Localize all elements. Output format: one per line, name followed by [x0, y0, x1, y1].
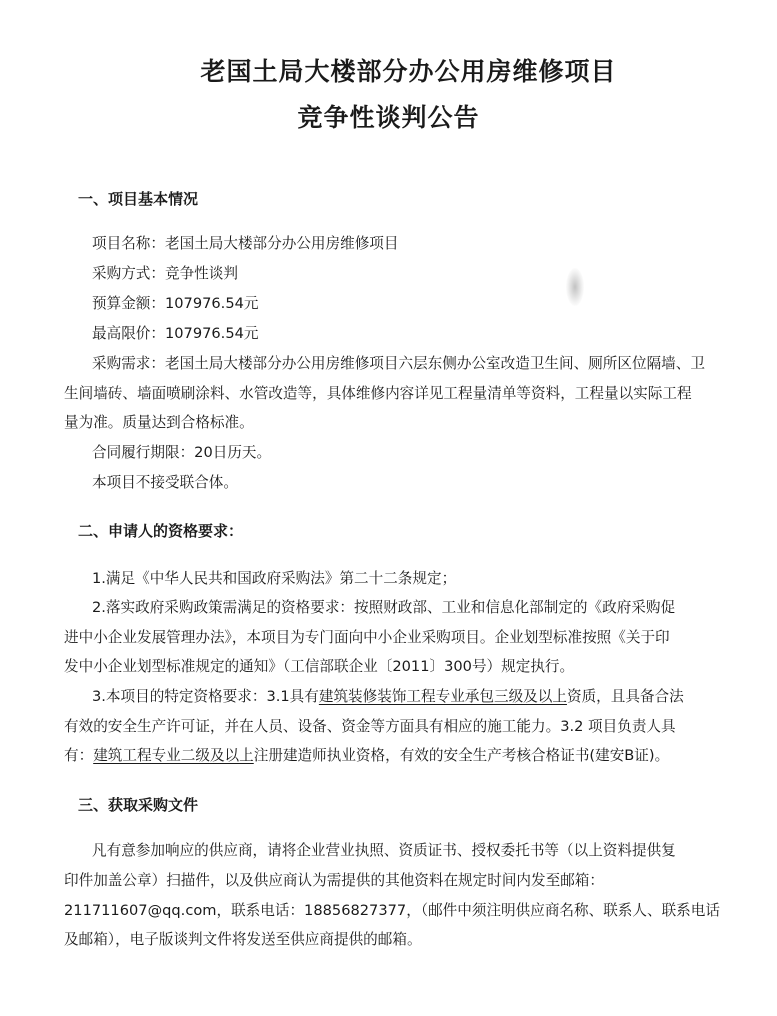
obtain-line-4: 及邮箱），电子版谈判文件将发送至供应商提供的邮箱。 — [64, 931, 422, 948]
section-heading-qualifications: 二、申请人的资格要求： — [78, 522, 244, 540]
qualification-item-3-line-2: 有效的安全生产许可证，并在人员、设备、资金等方面具有相应的施工能力。3.2 项目负责人具 — [64, 718, 676, 735]
obtain-line-1: 凡有意参加响应的供应商，请将企业营业执照、资质证书、授权委托书等（以上资料提供复 — [92, 842, 676, 859]
project-name-line: 项目名称：老国土局大楼部分办公用房维修项目 — [92, 235, 399, 252]
requirements-line-3: 量为准。质量达到合格标准。 — [64, 414, 254, 431]
max-price-line: 最高限价：107976.54元 — [92, 325, 259, 342]
no-consortium-line: 本项目不接受联合体。 — [92, 474, 238, 491]
requirements-line-2: 生间墙砖、墙面喷刷涂料、水管改造等，具体维修内容详见工程量清单等资料，工程量以实际工程 — [64, 385, 692, 402]
obtain-line-3: 211711607@qq.com，联系电话：18856827377，（邮件中须注明供应商名称、联系人、联系电话 — [64, 902, 720, 919]
item3-text-c: 有： — [64, 747, 94, 764]
procurement-method-line: 采购方式：竞争性谈判 — [92, 265, 238, 282]
item3-underlined-qualification: 建筑装修装饰工程专业承包三级及以上 — [318, 688, 567, 705]
budget-amount-line: 预算金额：107976.54元 — [92, 295, 259, 312]
obtain-line-2: 印件加盖公章）扫描件，以及供应商认为需提供的其他资料在规定时间内发至邮箱： — [64, 872, 604, 889]
qualification-item-2-line-3: 发中小企业划型标准规定的通知》（工信部联企业〔2011〕300号）规定执行。 — [64, 658, 575, 675]
item3-underlined-engineer: 建筑工程专业二级及以上 — [93, 747, 254, 764]
section-heading-basic-info: 一、项目基本情况 — [78, 190, 199, 208]
scan-smudge — [566, 268, 584, 306]
item3-text-a: 3.本项目的特定资格要求：3.1具有 — [92, 688, 319, 705]
item3-text-d: 注册建造师执业资格，有效的安全生产考核合格证书(建安B证)。 — [253, 747, 670, 764]
item3-text-b: 资质，且具备合法 — [566, 688, 684, 705]
contract-period-line: 合同履行期限：20日历天。 — [92, 444, 272, 461]
qualification-item-3-line-1 — [92, 687, 684, 707]
document-subtitle: 竞争性谈判公告 — [297, 103, 480, 132]
requirements-line-1: 采购需求：老国土局大楼部分办公用房维修项目六层东侧办公室改造卫生间、厕所区位隔墙、卫 — [92, 355, 705, 372]
qualification-item-1: 1.满足《中华人民共和国政府采购法》第二十二条规定； — [92, 570, 457, 587]
qualification-item-3-line-3 — [64, 746, 669, 766]
section-heading-obtain-documents: 三、获取采购文件 — [78, 796, 199, 814]
qualification-item-2-line-1: 2.落实政府采购政策需满足的资格要求：按照财政部、工业和信息化部制定的《政府采购促 — [92, 599, 676, 616]
qualification-item-2-line-2: 进中小企业发展管理办法》，本项目为专门面向中小企业采购项目。企业划型标准按照《关于印 — [64, 629, 670, 646]
document-title: 老国土局大楼部分办公用房维修项目 — [200, 57, 617, 86]
